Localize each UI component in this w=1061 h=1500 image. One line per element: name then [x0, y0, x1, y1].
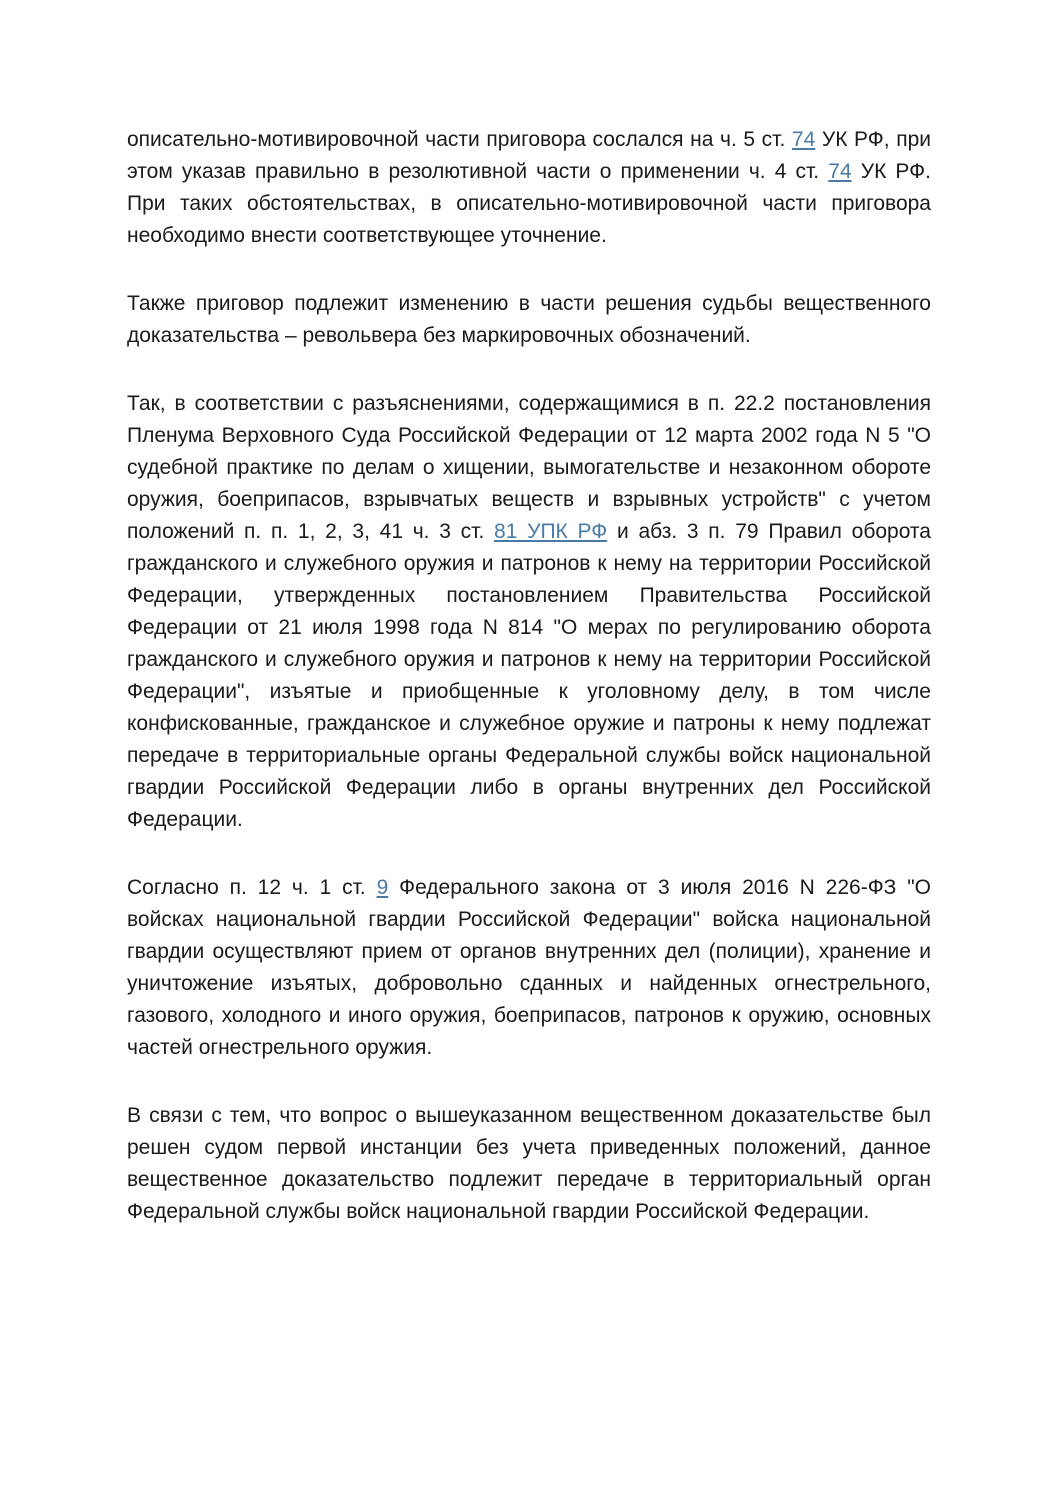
text-run: Также приговор подлежит изменению в части решения судьбы вещественного доказательства – револьвера без маркировочных обозначений. — [127, 292, 931, 347]
paragraph-federal-law-226 — [127, 872, 931, 1064]
text-run: и абз. 3 п. 79 Правил оборота гражданского и служебного оружия и патронов к нему на территории Российской Федерации, утвержденных постановлением Правительства Российской Федерации от 21 июля 1998 года N 814 "О мерах по регулированию оборота гражданского и служебного оружия и патронов к нему на территории Российской Федерации", изъятые и приобщенные к уголовному делу, в том числе конфискованные, гражданское и служебное оружие и патроны к нему подлежат передаче в территориальные органы Федеральной службы войск национальной гвардии Российской Федерации либо в органы внутренних дел Российской Федерации. — [127, 520, 931, 831]
paragraph-conclusion-transfer — [127, 1100, 931, 1228]
text-run: Согласно п. 12 ч. 1 ст. — [127, 876, 377, 899]
paragraph-plenum-explanations — [127, 388, 931, 836]
paragraph-evidence-fate — [127, 288, 931, 352]
link-st-81-upk-rf[interactable]: 81 УПК РФ — [494, 520, 608, 543]
link-st-74-uk-rf-2[interactable]: 74 — [828, 160, 852, 183]
text-run: Федерального закона от 3 июля 2016 N 226-ФЗ "О войсках национальной гвардии Российской Федерации" войска национальной гвардии осуществляют прием от органов внутренних дел (полиции), хранение и уничтожение изъятых, добровольно сданных и найденных огнестрельного, газового, холодного и иного оружия, боеприпасов, патронов к оружию, основных частей огнестрельного оружия. — [127, 876, 932, 1059]
text-run: В связи с тем, что вопрос о вышеуказанном вещественном доказательстве был решен судом первой инстанции без учета приведенных положений, данное вещественное доказательство подлежит передаче в территориальный орган Федеральной службы войск национальной гвардии Российской Федерации. — [127, 1104, 931, 1223]
text-run: описательно-мотивировочной части приговора сослался на ч. 5 ст. — [127, 128, 792, 151]
text-run: УК РФ. При таких обстоятельствах, в описательно-мотивировочной части приговора необходимо внести соответствующее уточнение. — [127, 160, 931, 247]
text-run: Так, в соответствии с разъяснениями, содержащимися в п. 22.2 постановления Пленума Верховного Суда Российской Федерации от 12 марта 2002 года N 5 "О судебной практике по делам о хищении, вымогательстве и незаконном обороте оружия, боеприпасов, взрывчатых веществ и взрывных устройств" с учетом положений п. п. 1, 2, 3, 41 ч. 3 ст. — [127, 392, 931, 543]
link-st-74-uk-rf-1[interactable]: 74 — [791, 128, 816, 151]
text-run: УК РФ, при этом указав правильно в резолютивной части о применении ч. 4 ст. — [127, 128, 931, 183]
link-st-9[interactable]: 9 — [376, 876, 389, 899]
paragraph-sentencing-clarification — [127, 124, 931, 252]
